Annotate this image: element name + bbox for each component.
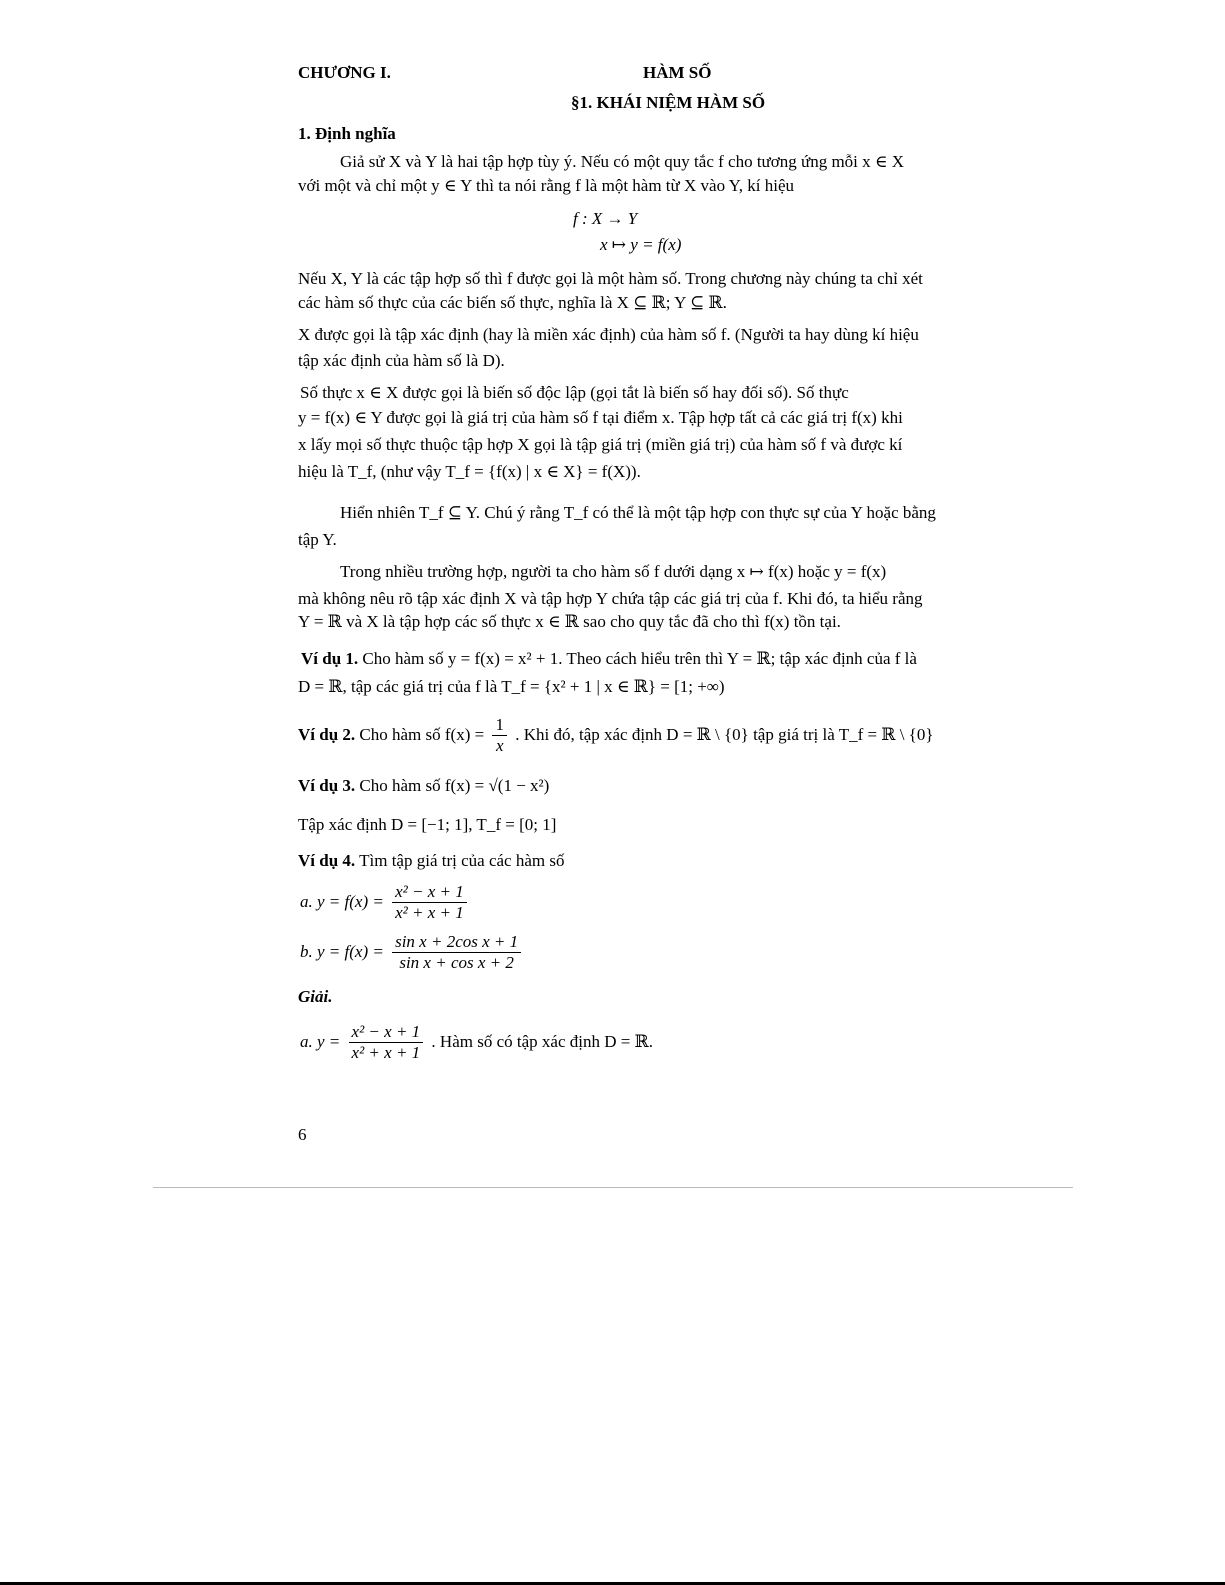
definition-p3-line2: tập xác định của hàm số là D).	[298, 351, 505, 370]
example2-line	[298, 715, 934, 757]
definition-p4-line3: x lấy mọi số thực thuộc tập hợp X gọi là tập giá trị (miền giá trị) của hàm số f và được kí	[298, 435, 903, 454]
example4-text: Tìm tập giá trị của các hàm số	[359, 851, 565, 870]
definition-p6-line1: Trong nhiều trường hợp, người ta cho hàm số f dưới dạng x ↦ f(x) hoặc y = f(x)	[340, 562, 887, 581]
definition-p2-line2: các hàm số thực của các biến số thực, nghĩa là X ⊆ ℝ; Y ⊆ ℝ.	[298, 293, 727, 312]
chapter-label: CHƯƠNG I.	[298, 63, 391, 82]
example2-denominator: x	[495, 736, 504, 756]
example3-label: Ví dụ 3.	[298, 776, 356, 795]
chapter-title: HÀM SỐ	[643, 63, 712, 82]
example4b-fraction	[392, 932, 521, 974]
example1-label: Ví dụ 1.	[301, 649, 359, 668]
definition-p4-line1: Số thực x ∈ X được gọi là biến số độc lập (gọi tắt là biến số hay đối số). Số thực	[300, 383, 849, 402]
solution-a	[300, 1022, 653, 1064]
definition-p4-line2: y = f(x) ∈ Y được gọi là giá trị của hàm số f tại điểm x. Tập hợp tất cả các giá trị f(x) khi	[298, 408, 903, 427]
definition-p1-line2: với một và chỉ một y ∈ Y thì ta nói rằng f là một hàm từ X vào Y, kí hiệu	[298, 176, 795, 195]
example2-pre: Cho hàm số f(x) =	[359, 724, 485, 744]
example4a-denominator: x² + x + 1	[395, 903, 464, 923]
example2-post: . Khi đó, tập xác định D = ℝ \ {0} tập giá trị là T_f = ℝ \ {0}	[515, 724, 934, 744]
example4b-denominator: sin x + cos x + 2	[399, 953, 514, 973]
definition-p3-line1: X được gọi là tập xác định (hay là miền xác định) của hàm số f. (Người ta hay dùng kí hiệu	[298, 325, 919, 344]
solution-label: Giải.	[298, 987, 333, 1006]
mapping-line1: f : X → Y	[573, 209, 638, 228]
example4a-numerator: x² − x + 1	[392, 882, 467, 903]
page-divider	[153, 1187, 1073, 1188]
example4a-pre: a. y = f(x) =	[300, 891, 384, 911]
example4a	[300, 882, 471, 924]
example3-line1	[298, 777, 549, 796]
example1-line2: D = ℝ, tập các giá trị của f là T_f = {x² + 1 | x ∈ ℝ} = [1; +∞)	[298, 677, 725, 696]
mapping-line2: x ↦ y = f(x)	[600, 235, 682, 254]
page-number: 6	[298, 1125, 307, 1144]
example4-label: Ví dụ 4.	[298, 851, 356, 870]
example4a-fraction	[392, 882, 467, 924]
definition-p6-line2: mà không nêu rõ tập xác định X và tập hợp Y chứa tập các giá trị của f. Khi đó, ta hiểu rằng	[298, 589, 923, 608]
example2-numerator: 1	[492, 715, 507, 736]
example1-line1	[301, 650, 917, 669]
example2-fraction	[492, 715, 507, 757]
definition-p5-line2: tập Y.	[298, 530, 337, 549]
definition-p2-line1: Nếu X, Y là các tập hợp số thì f được gọi là một hàm số. Trong chương này chúng ta chỉ xét	[298, 269, 923, 288]
example4b	[300, 932, 525, 974]
solution-a-numerator: x² − x + 1	[349, 1022, 424, 1043]
definition-p1-line1: Giả sử X và Y là hai tập hợp tùy ý. Nếu có một quy tắc f cho tương ứng mỗi x ∈ X	[340, 152, 905, 171]
definition-heading: 1. Định nghĩa	[298, 124, 396, 143]
definition-p5-line1: Hiển nhiên T_f ⊆ Y. Chú ý rằng T_f có thể là một tập hợp con thực sự của Y hoặc bằng	[340, 503, 936, 522]
solution-a-post: . Hàm số có tập xác định D = ℝ.	[431, 1031, 653, 1051]
example3-text: Cho hàm số f(x) = √(1 − x²)	[359, 776, 550, 795]
solution-a-denominator: x² + x + 1	[351, 1043, 421, 1063]
example4-line	[298, 852, 564, 871]
definition-p4-line4: hiệu là T_f, (như vậy T_f = {f(x) | x ∈ X} = f(X)).	[298, 462, 641, 481]
example1-text: Cho hàm số y = f(x) = x² + 1. Theo cách hiểu trên thì Y = ℝ; tập xác định của f là	[362, 649, 917, 668]
example2-label: Ví dụ 2.	[298, 724, 356, 744]
solution-a-fraction	[349, 1022, 424, 1064]
example3-line2: Tập xác định D = [−1; 1], T_f = [0; 1]	[298, 815, 557, 834]
example4b-numerator: sin x + 2cos x + 1	[392, 932, 521, 953]
example4b-pre: b. y = f(x) =	[300, 941, 384, 961]
definition-p6-line3: Y = ℝ và X là tập hợp các số thực x ∈ ℝ sao cho quy tắc đã cho thì f(x) tồn tại.	[298, 612, 841, 631]
section-title: §1. KHÁI NIỆM HÀM SỐ	[571, 93, 766, 112]
solution-a-pre: a. y =	[300, 1031, 341, 1051]
